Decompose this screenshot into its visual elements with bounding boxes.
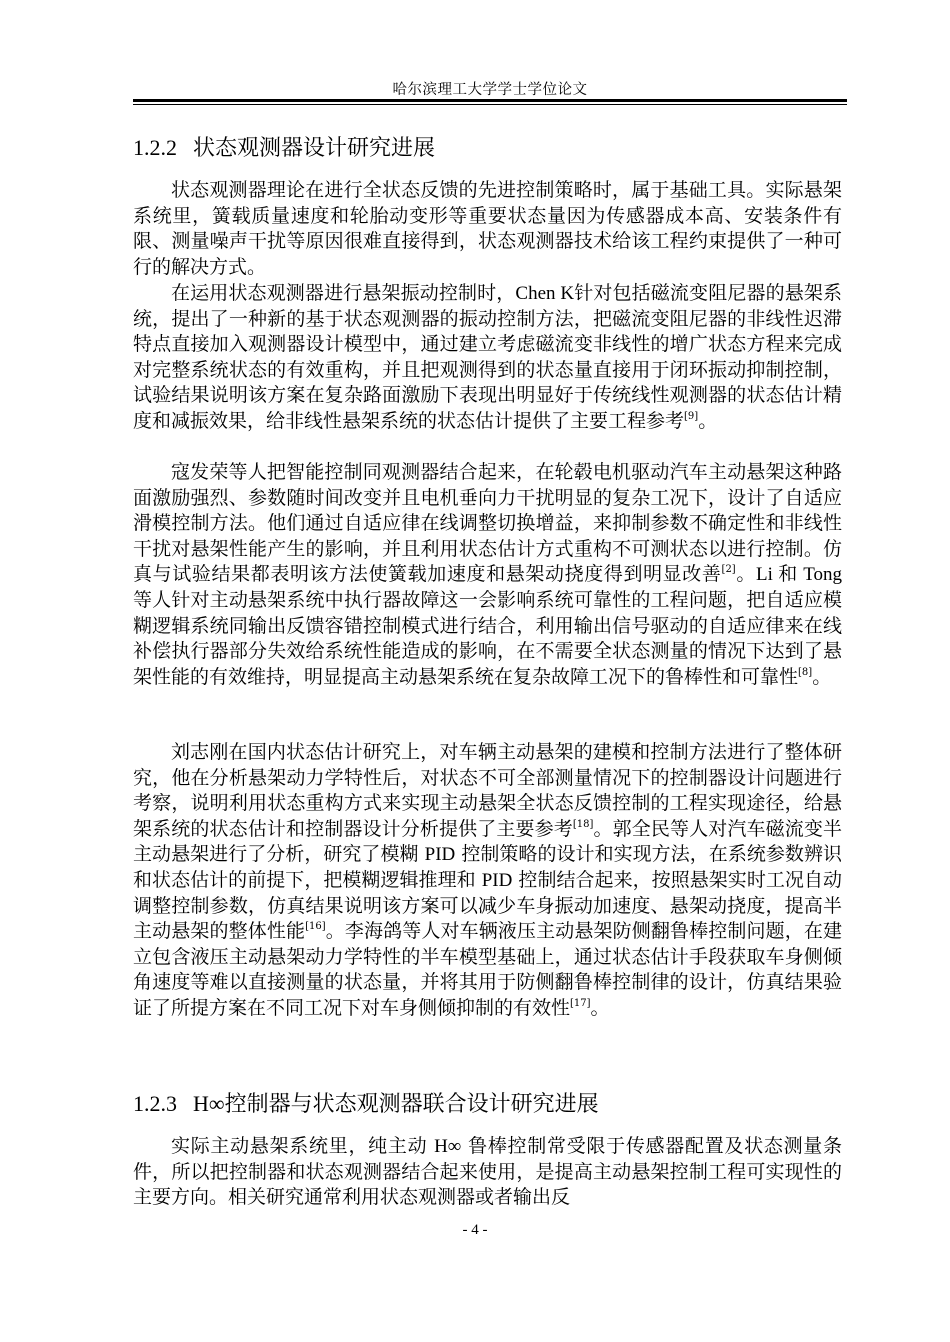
citation: [2] (721, 564, 736, 576)
paragraph-joint-design: 实际主动悬架系统里，纯主动 H∞ 鲁棒控制常受限于传感器配置及状态测量条件，所以把控制器和状态观测器结合起来使用，是提高主动悬架控制工程可实现性的主要方向。相关研究通常利用状态观测器或者输出反 (133, 1135, 843, 1209)
citation: [8] (798, 666, 813, 678)
section-title: 控制器与状态观测器联合设计研究进展 (224, 1092, 599, 1117)
citation: [17] (570, 997, 591, 1009)
header-rule-thick (133, 99, 847, 102)
citation: [16] (305, 921, 326, 933)
header-rule-thin (133, 104, 847, 105)
citation: [9] (684, 410, 699, 422)
h-infinity-symbol: H∞ (193, 1091, 225, 1116)
paragraph-liu-zhigang: 刘志刚在国内状态估计研究上，对车辆主动悬架的建模和控制方法进行了整体研究，他在分析悬架动力学特性后，对状态不可全部测量情况下的控制器设计问题进行考察，说明利用状态重构方式来实现主动悬架全状态反馈控制的工程实现途径，给悬架系统的状态估计和控制器设计分析提供了主要参考[18]。郭全民等人对汽车磁流变半主动悬架进行了分析，研究了模糊 PID 控制策略的设计和实现方法，在系统参数辨识和状态估计的前提下，把模糊逻辑推理和 PID 控制结合起来，按照悬架实时工况自动调整控制参数，仿真结果说明该方案可以减少车身振动加速度、悬架动挠度，提高半主动悬架的整体性能[16]。李海鸽等人对车辆液压主动悬架防侧翻鲁棒控制问题，在建立包含液压主动悬架动力学特性的半车模型基础上，通过状态估计手段获取车身侧倾角速度等难以直接测量的状态量，并将其用于防侧翻鲁棒控制律的设计，仿真结果验证了所提方案在不同工况下对车身侧倾抑制的有效性[17]。 (133, 741, 843, 1019)
section-heading-1-2-2 (133, 131, 435, 162)
section-heading-1-2-3 (133, 1087, 599, 1118)
section-number: 1.2.3 (133, 1091, 177, 1116)
paragraph-kou-farong: 寇发荣等人把智能控制同观测器结合起来，在轮毂电机驱动汽车主动悬架这种路面激励强烈、参数随时间改变并且电机垂向力干扰明显的复杂工况下，设计了自适应滑模控制方法。他们通过自适应律在线调整切换增益，来抑制参数不确定性和非线性干扰对悬架性能产生的影响，并且利用状态估计方式重构不可测状态以进行控制。仿真与试验结果都表明该方法使簧载加速度和悬架动挠度得到明显改善[2]。Li 和 Tong 等人针对主动悬架系统中执行器故障这一会影响系统可靠性的工程问题，把自适应模糊逻辑系统同输出反馈容错控制模式进行结合，利用输出信号驱动的自适应律来在线补偿执行器部分失效给系统性能造成的影响，在不需要全状态测量的情况下达到了悬架性能的有效维持，明显提高主动悬架系统在复杂故障工况下的鲁棒性和可靠性[8]。 (133, 461, 842, 688)
paragraph-chen-k: 在运用状态观测器进行悬架振动控制时，Chen K针对包括磁流变阻尼器的悬架系统，提出了一种新的基于状态观测器的振动控制方法，把磁流变阻尼器的非线性迟滞特点直接加入观测器设计模型中，通过建立考虑磁流变非线性的增广状态方程来完成对完整系统状态的有效重构，并且把观测得到的状态量直接用于闭环振动抑制控制，试验结果说明该方案在复杂路面激励下表现出明显好于传统线性观测器的状态估计精度和减振效果，给非线性悬架系统的状态估计提供了主要工程参考[9]。 (133, 282, 842, 432)
citation: [18] (572, 818, 594, 830)
paragraph-observer-theory: 状态观测器理论在进行全状态反馈的先进控制策略时，属于基础工具。实际悬架系统里，簧载质量速度和轮胎动变形等重要状态量因为传感器成本高、安装条件有限、测量噪声干扰等原因很难直接得到，状态观测器技术给该工程约束提供了一种可行的解决方式。 (133, 179, 842, 278)
running-header: 哈尔滨理工大学学士学位论文 (392, 82, 588, 98)
section-title: 状态观测器设计研究进展 (193, 136, 436, 161)
section-number: 1.2.2 (133, 135, 177, 160)
page-number: - 4 - (462, 1222, 488, 1238)
